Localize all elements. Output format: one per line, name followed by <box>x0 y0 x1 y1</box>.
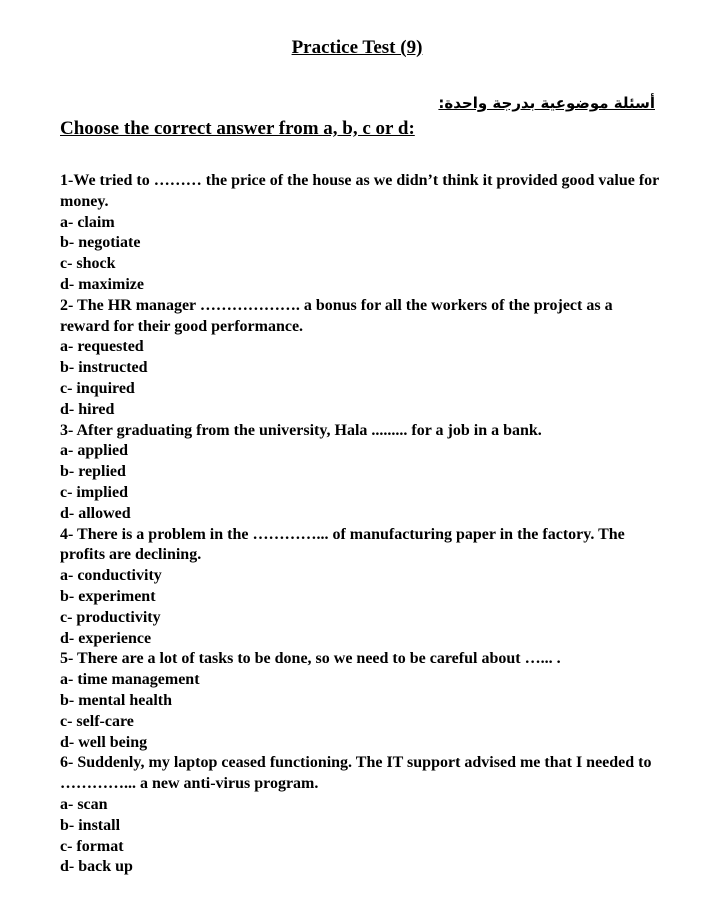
arabic-heading: أسئلة موضوعية بدرجة واحدة: <box>438 94 655 112</box>
option-a: a- requested <box>60 338 144 356</box>
question-4 <box>60 525 660 650</box>
option-b: b- install <box>60 816 121 834</box>
question-stem: 3- After graduating from the university, Hala ......... for a job in a bank. <box>60 421 542 439</box>
option-b: b- replied <box>60 463 126 481</box>
question-1 <box>60 171 660 296</box>
question-stem: 1-We tried to ……… the price of the house as we didn’t think it provided good value for money. <box>60 172 659 210</box>
option-d: d- well being <box>60 733 148 751</box>
question-stem: 4- There is a problem in the …………... of manufacturing paper in the factory. The profits are declining. <box>60 525 625 564</box>
question-stem: 5- There are a lot of tasks to be done, so we need to be careful about …... . <box>60 650 561 668</box>
option-d: d- allowed <box>60 504 131 522</box>
question-stem: 2- The HR manager ………………. a bonus for all the workers of the project as a reward for their good performance. <box>60 296 613 335</box>
question-2 <box>60 296 660 421</box>
option-a: a- scan <box>60 795 108 813</box>
option-c: c- shock <box>60 255 116 273</box>
option-c: c- productivity <box>60 608 161 626</box>
option-b: b- mental health <box>60 691 172 709</box>
option-a: a- applied <box>60 442 129 460</box>
option-a: a- time management <box>60 671 200 689</box>
question-3 <box>60 421 660 525</box>
question-5 <box>60 649 660 753</box>
option-d: d- hired <box>60 400 115 418</box>
option-c: c- self-care <box>60 712 134 730</box>
option-a: a- claim <box>60 213 115 231</box>
option-b: b- negotiate <box>60 234 141 252</box>
option-a: a- conductivity <box>60 567 162 585</box>
page-title: Practice Test (9) <box>291 37 423 58</box>
questions-list <box>60 171 660 878</box>
question-6 <box>60 753 660 878</box>
option-c: c- inquired <box>60 379 135 397</box>
question-stem: 6- Suddenly, my laptop ceased functioning. The IT support advised me that I needed to …………... a new anti-virus program. <box>60 754 652 793</box>
option-c: c- implied <box>60 483 128 501</box>
instruction-heading: Choose the correct answer from a, b, c or d: <box>60 118 415 139</box>
option-b: b- instructed <box>60 359 148 377</box>
option-d: d- maximize <box>60 275 144 293</box>
option-c: c- format <box>60 837 124 855</box>
option-d: d- back up <box>60 858 133 876</box>
option-b: b- experiment <box>60 587 156 605</box>
option-d: d- experience <box>60 629 152 647</box>
